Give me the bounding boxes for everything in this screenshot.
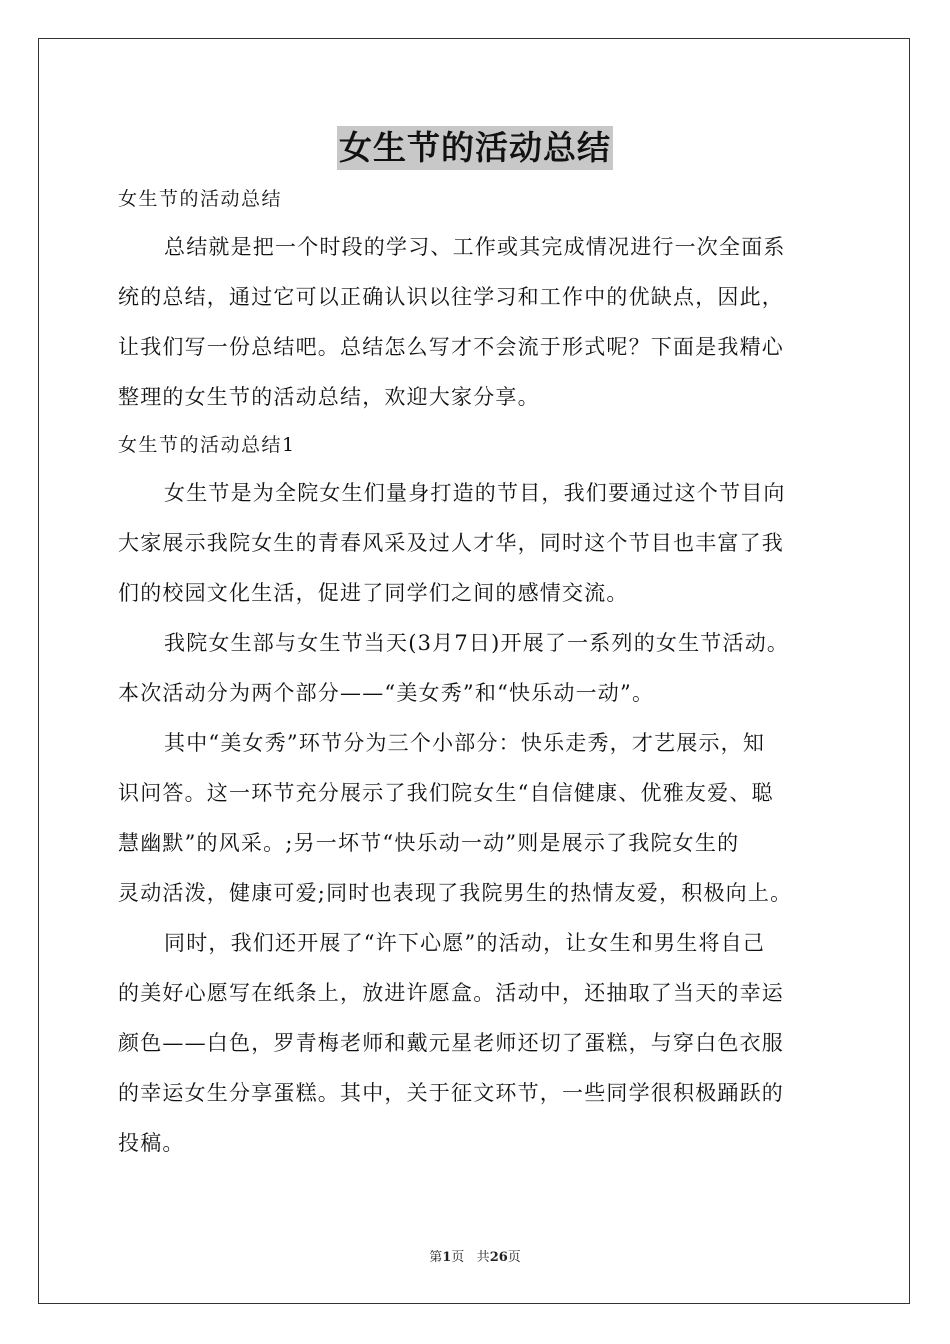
page-footer [0,1246,950,1265]
paragraph-line: 统的总结，通过它可以正确认识以往学习和工作中的优缺点，因此， [118,285,784,309]
paragraph-line: 识问答。这一环节充分展示了我们院女生“自信健康、优雅友爱、聪 [118,781,774,805]
paragraph-line: 让我们写一份总结吧。总结怎么写才不会流于形式呢？下面是我精心 [118,335,784,359]
paragraph-line: 大家展示我院女生的青春风采及过人才华，同时这个节目也丰富了我 [118,531,784,555]
title-wrap [0,126,950,170]
paragraph-line: 整理的女生节的活动总结，欢迎大家分享。 [118,385,540,409]
paragraph-line: 本次活动分为两个部分——“美女秀”和“快乐动一动”。 [118,681,655,705]
paragraph-line: 总结就是把一个时段的学习、工作或其完成情况进行一次全面系 [164,235,786,259]
paragraph-line: 慧幽默”的风采。;另一坏节“快乐动一动”则是展示了我院女生的 [118,831,740,855]
section-heading: 女生节的活动总结1 [118,434,296,456]
paragraph-line: 的幸运女生分享蛋糕。其中，关于征文环节，一些同学很积极踊跃的 [118,1081,784,1105]
paragraph-line: 们的校园文化生活，促进了同学们之间的感情交流。 [118,581,629,605]
paragraph-line: 投稿。 [118,1131,185,1155]
document-title: 女生节的活动总结 [337,126,613,170]
paragraph-line: 女生节是为全院女生们量身打造的节目，我们要通过这个节目向 [164,481,786,505]
paragraph-line: 灵动活泼，健康可爱;同时也表现了我院男生的热情友爱，积极向上。 [118,881,793,905]
footer-total-pages: 26 [489,1250,508,1265]
paragraph-line: 同时，我们还开展了“许下心愿”的活动，让女生和男生将自己 [164,931,766,955]
footer-total-suffix: 页 [507,1250,521,1265]
document-body [118,176,840,1168]
paragraph-line: 颜色——白色，罗青梅老师和戴元星老师还切了蛋糕，与穿白色衣服 [118,1031,784,1055]
paragraph-line: 其中“美女秀”环节分为三个小部分：快乐走秀，才艺展示，知 [164,731,766,755]
footer-total-prefix: 共 [476,1250,490,1265]
paragraph-line: 我院女生部与女生节当天(3月7日)开展了一系列的女生节活动。 [164,631,790,655]
footer-page-prefix: 第 [429,1250,443,1265]
paragraph-line: 的美好心愿写在纸条上，放进许愿盒。活动中，还抽取了当天的幸运 [118,981,784,1005]
section-heading: 女生节的活动总结 [118,188,283,210]
footer-page-suffix: 页 [451,1250,465,1265]
footer-page-number: 1 [442,1250,452,1265]
